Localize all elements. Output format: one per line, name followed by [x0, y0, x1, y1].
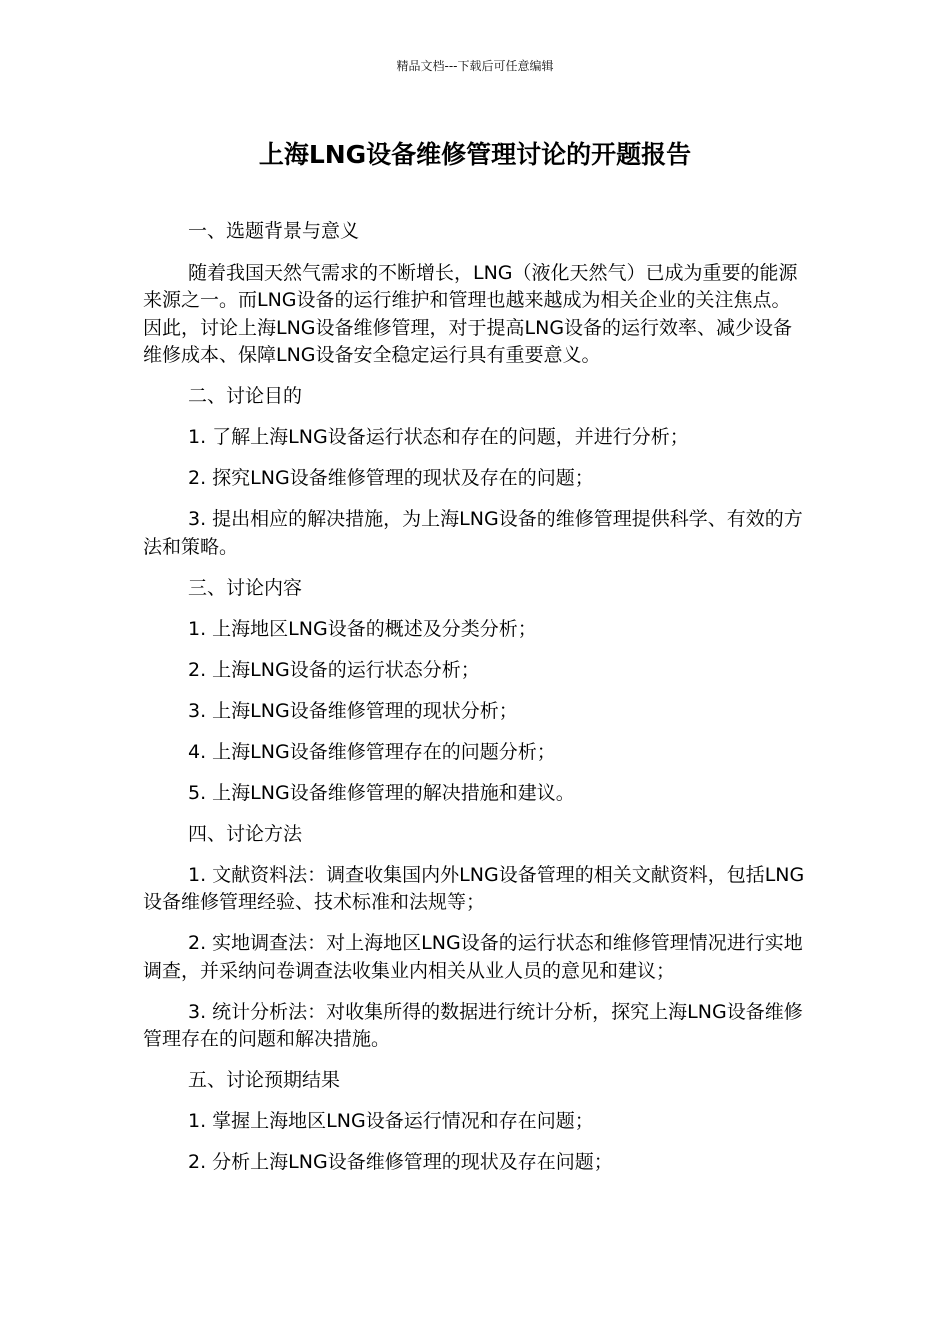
content-item: 4. 上海LNG设备维修管理存在的问题分析；: [188, 740, 556, 763]
method-item: 3. 统计分析法：对收集所得的数据进行统计分析，探究上海LNG设备维修管理存在的问题和解决措施。: [143, 1000, 803, 1050]
result-item: 1. 掌握上海地区LNG设备运行情况和存在问题；: [188, 1110, 594, 1132]
content-item: 1. 上海地区LNG设备的概述及分类分析；: [188, 617, 537, 640]
header-note: 精品文档---下载后可任意编辑: [396, 59, 554, 73]
section-heading-purpose: 二、讨论目的: [188, 385, 303, 407]
section-heading-content: 三、讨论内容: [188, 576, 303, 599]
background-paragraph: 随着我国天然气需求的不断增长，LNG（液化天然气）已成为重要的能源来源之一。而LNG设备的运行维护和管理也越来越成为相关企业的关注焦点。因此，讨论上海LNG设备维修管理，对于提高LNG设备的运行效率、减少设备维修成本、保障LNG设备安全稳定运行具有重要意义。: [143, 261, 798, 366]
purpose-item: 3. 提出相应的解决措施，为上海LNG设备的维修管理提供科学、有效的方法和策略。: [143, 508, 803, 558]
section-heading-methods: 四、讨论方法: [188, 822, 303, 845]
content-item: 3. 上海LNG设备维修管理的现状分析；: [188, 699, 518, 722]
purpose-item: 2. 探究LNG设备维修管理的现状及存在的问题；: [188, 467, 594, 489]
content-item: 5. 上海LNG设备维修管理的解决措施和建议。: [188, 781, 575, 804]
section-heading-background: 一、选题背景与意义: [188, 220, 360, 242]
result-item: 2. 分析上海LNG设备维修管理的现状及存在问题；: [188, 1151, 613, 1173]
document-title: 上海LNG设备维修管理讨论的开题报告: [258, 140, 692, 169]
section-heading-expected-results: 五、讨论预期结果: [188, 1069, 341, 1091]
method-item: 1. 文献资料法：调查收集国内外LNG设备管理的相关文献资料，包括LNG设备维修管理经验、技术标准和法规等；: [143, 863, 805, 913]
method-item: 2. 实地调查法：对上海地区LNG设备的运行状态和维修管理情况进行实地调查，并采纳问卷调查法收集业内相关从业人员的意见和建议；: [143, 932, 803, 982]
content-item: 2. 上海LNG设备的运行状态分析；: [188, 658, 480, 681]
document-body: [143, 218, 807, 1177]
purpose-item: 1. 了解上海LNG设备运行状态和存在的问题，并进行分析；: [188, 426, 689, 448]
